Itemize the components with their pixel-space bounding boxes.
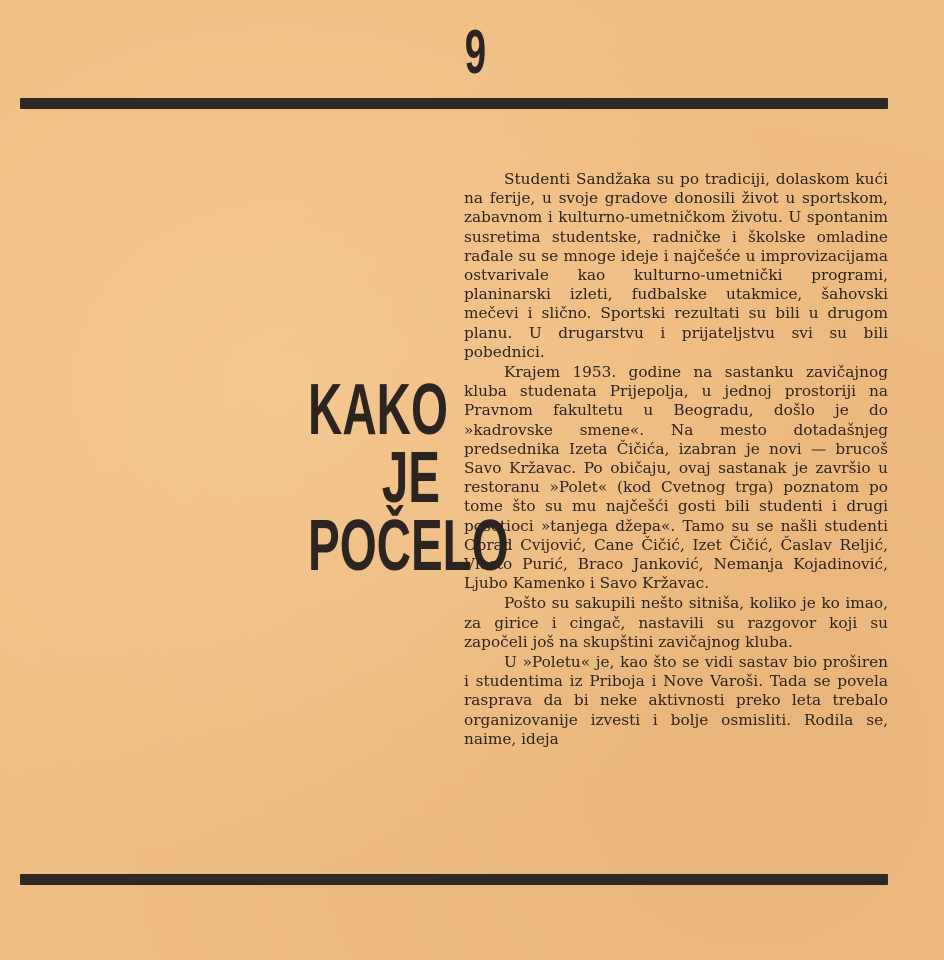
article-paragraph: Krajem 1953. godine na sastanku zavičajnog kluba studenata Prijepolja, u jednoj prostoriji na Pravnom fakultetu u Beogradu, došlo je do »kadrovske smene«. Na mesto dotadašnjeg predsednika Izeta Čičića, izabran je novi — brucoš Savo Kržavac. Po običaju, ovaj sastanak je završio u restoranu »Polet« (kod Cvetnog trga) poznatom po tome što su mu najčešći gosti bili studenti i drugi posetioci »tanjega džepa«. Tamo su se našli studenti Obrad Cvijović, Cane Čičić, Izet Čičić, Časlav Reljić, Vlasto Purić, Braco Janković, Nemanja Kojadinović, Ljubo Kamenko i Savo Kržavac. [464, 363, 888, 593]
article-paragraph: U »Poletu« je, kao što se vidi sastav bio proširen i studentima iz Priboja i Nove Varoši. Tada se povela rasprava da bi neke aktivnosti preko leta trebalo organizovanije izvesti i bolje osmisliti. Rodila se, naime, ideja [464, 653, 888, 748]
headline-line-1: KAKO [308, 370, 448, 450]
article-paragraph: Studenti Sandžaka su po tradiciji, dolaskom kući na ferije, u svoje gradove donosili život u sportskom, zabavnom i kulturno-umetničkom životu. U spontanim susretima studentske, radničke i školske omladine rađale su se mnoge ideje i najčešće u improvizacijama ostvarivale kao kulturno-umetnički programi, planinarski izleti, fudbalske utakmice, šahovski mečevi i slično. Sportski rezultati su bili u drugom planu. U drugarstvu i prijateljstvu svi su bili pobednici. [464, 170, 888, 361]
article-body [464, 170, 888, 750]
headline [240, 370, 509, 586]
headline-line-3: POČELO [308, 506, 509, 586]
headline-line-2: JE [381, 438, 440, 518]
article-paragraph: Pošto su sakupili nešto sitniša, koliko je ko imao, za girice i cingač, nastavili su razgovor koji su započeli još na skupštini zavičajnog kluba. [464, 594, 888, 651]
page-number: 9 [464, 18, 486, 87]
bottom-rule [20, 874, 888, 885]
top-rule [20, 98, 888, 109]
